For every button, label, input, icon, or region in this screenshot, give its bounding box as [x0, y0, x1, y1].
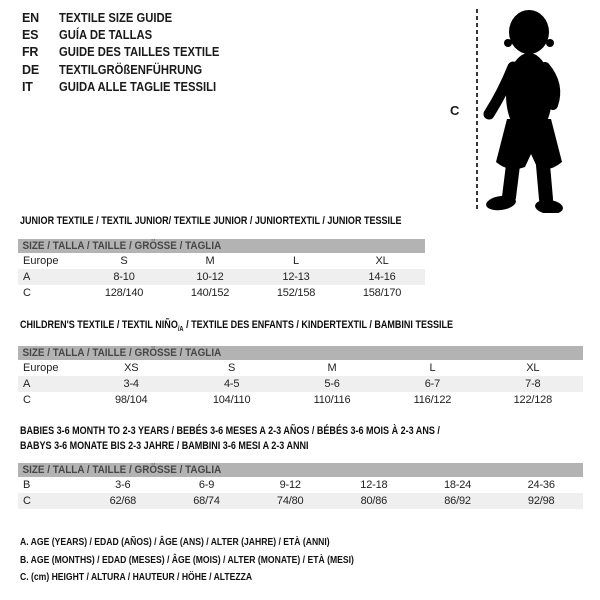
guide-title: GUIDE DES TAILLES TEXTILE	[59, 45, 220, 60]
table-cell: 18-24	[443, 479, 472, 491]
legend-note-b: B. AGE (MONTHS) / EDAD (MESES) / ÂGE (MOIS) / ALTER (MONATE) / ETÀ (MESI)	[20, 553, 354, 566]
legend-notes	[20, 536, 427, 589]
row-label: Europe	[23, 362, 59, 374]
table-row	[18, 360, 583, 376]
table-cell: 128/140	[104, 287, 144, 299]
junior-section-title-text: JUNIOR TEXTILE / TEXTIL JUNIOR/ TEXTILE JUNIOR / JUNIORTEXTIL / JUNIOR TESSILE	[20, 215, 402, 227]
table-cell: 62/68	[109, 495, 137, 507]
table-cell: 4-5	[223, 378, 240, 390]
language-row	[22, 61, 237, 78]
size-header-text: SIZE / TALLA / TAILLE / GRÖSSE / TAGLIA	[22, 240, 222, 252]
table-cell: 8-10	[113, 271, 135, 283]
table-cell: L	[293, 255, 299, 267]
babies-section-title-text1: BABIES 3-6 MONTH TO 2-3 YEARS / BEBÉS 3-6 MESES A 2-3 AÑOS / BÉBÉS 3-6 MOIS À 2-3 ANS /	[20, 425, 440, 437]
language-row	[22, 26, 237, 43]
table-cell: XS	[124, 362, 139, 374]
table-cell: 86/92	[444, 495, 471, 507]
table-row	[18, 493, 583, 509]
guide-title: TEXTILE SIZE GUIDE	[59, 10, 173, 25]
row-label: A	[23, 378, 31, 390]
table-cell: 12-18	[360, 479, 388, 491]
table-cell: 92/98	[527, 495, 555, 507]
table-cell: 5-6	[324, 378, 340, 390]
guide-title: TEXTILGRÖßENFÜHRUNG	[59, 62, 203, 77]
table-cell: S	[120, 255, 128, 267]
language-list	[22, 9, 237, 96]
table-cell: 12-13	[282, 271, 310, 283]
table-cell: 6-7	[424, 378, 441, 390]
height-measure-dashed-line	[476, 9, 478, 209]
size-header-text: SIZE / TALLA / TAILLE / GRÖSSE / TAGLIA	[22, 464, 222, 476]
language-row	[22, 9, 237, 26]
table-cell: 74/80	[276, 495, 304, 507]
children-size-table	[18, 346, 583, 408]
children-section-title	[20, 319, 548, 333]
table-cell: 122/128	[513, 394, 553, 406]
table-cell: L	[429, 362, 436, 374]
row-label: B	[23, 479, 31, 491]
table-cell: 24-36	[527, 479, 555, 491]
table-row	[18, 253, 425, 269]
language-code: EN	[22, 10, 39, 25]
table-cell: 104/110	[212, 394, 251, 406]
language-code: FR	[22, 45, 39, 60]
table-cell: 3-4	[123, 378, 139, 390]
table-cell: 116/122	[413, 394, 452, 406]
table-cell: 98/104	[114, 394, 148, 406]
baby-silhouette	[479, 7, 579, 213]
language-row	[22, 79, 237, 96]
babies-size-table	[18, 463, 583, 509]
size-header-bar	[18, 346, 583, 360]
babies-section-title-text2: BABYS 3-6 MONATE BIS 2-3 JAHRE / BAMBINI 3-6 MESI A 2-3 ANNI	[20, 440, 309, 452]
table-cell: XL	[526, 362, 540, 374]
table-cell: 6-9	[198, 479, 215, 491]
table-cell: 158/170	[362, 287, 402, 299]
table-cell: 140/152	[190, 287, 230, 299]
table-cell: 14-16	[368, 271, 396, 283]
table-cell: 152/158	[276, 287, 316, 299]
table-row	[18, 269, 425, 285]
table-cell: 80/86	[360, 495, 388, 507]
table-cell: M	[327, 362, 337, 374]
table-cell: 10-12	[196, 271, 224, 283]
table-row	[18, 285, 425, 301]
height-measure-label: C	[450, 103, 460, 118]
table-row	[18, 392, 583, 408]
table-cell: 68/74	[193, 495, 220, 507]
babies-section-title-line1	[20, 425, 532, 437]
table-row	[18, 376, 583, 392]
guide-title: GUÍA DE TALLAS	[59, 28, 153, 43]
table-cell: 7-8	[525, 378, 541, 390]
children-section-title-text: CHILDREN'S TEXTILE / TEXTIL $NIÑO_{/A}$ / TEXTILE DES ENFANTS / KINDERTEXTIL / BAMBINI TESSILE	[20, 319, 454, 334]
guide-title: GUIDA ALLE TAGLIE TESSILI	[59, 80, 217, 95]
row-label: C	[23, 495, 31, 507]
junior-size-table	[18, 239, 425, 301]
table-row	[18, 477, 583, 493]
legend-note-a: A. AGE (YEARS) / EDAD (AÑOS) / ÂGE (ANS) / ALTER (JAHRE) / ETÀ (ANNI)	[20, 536, 330, 548]
table-cell: XL	[375, 255, 389, 267]
row-label: C	[23, 287, 31, 299]
table-cell: 110/116	[313, 394, 351, 406]
row-label: C	[23, 394, 31, 406]
size-header-bar	[18, 239, 425, 253]
junior-section-title	[20, 215, 485, 227]
table-cell: 9-12	[279, 479, 301, 491]
language-code: DE	[22, 62, 39, 77]
row-label: Europe	[23, 255, 59, 267]
table-cell: S	[228, 362, 236, 374]
size-header-text: SIZE / TALLA / TAILLE / GRÖSSE / TAGLIA	[22, 347, 222, 359]
language-code: IT	[22, 80, 33, 95]
row-label: A	[23, 271, 31, 283]
size-header-bar	[18, 463, 583, 477]
language-code: ES	[22, 28, 39, 43]
language-row	[22, 44, 237, 61]
legend-note-c: C. (cm) HEIGHT / ALTURA / HAUTEUR / HÖHE / ALTEZZA	[20, 571, 253, 583]
table-cell: 3-6	[115, 479, 131, 491]
table-cell: M	[205, 255, 215, 267]
babies-section-title-line2	[20, 440, 372, 452]
